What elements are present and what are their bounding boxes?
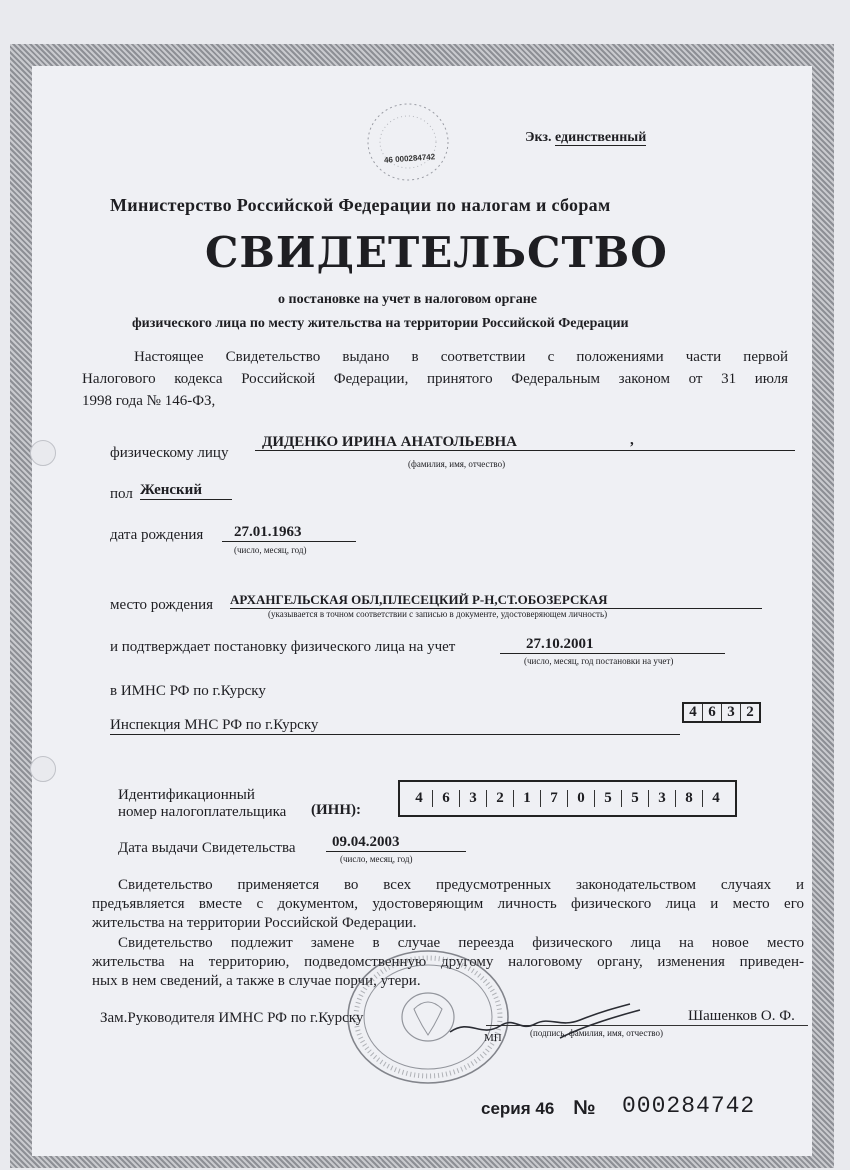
- birth-place-label: место рождения: [110, 597, 214, 613]
- birth-date-label: дата рождения: [110, 527, 204, 543]
- person-label: физическому лицу: [110, 445, 229, 461]
- inn-digit: 1: [514, 790, 541, 807]
- person-name: ДИДЕНКО ИРИНА АНАТОЛЬЕВНА: [262, 434, 517, 450]
- person-comma: ,: [630, 432, 634, 448]
- inn-digit: 4: [712, 790, 720, 806]
- seal-place-mark: МП: [484, 1032, 502, 1044]
- subtitle-1: о постановке на учет в налоговом органе: [278, 292, 538, 307]
- replacement-paragraph: Свидетельство подлежит замене в случае переезда физического лица на новое место жительства на территорию, подведомственную другому налоговому органу, изменения приведен- ных в нем сведений, а также в случае порчи, утери.: [92, 935, 804, 989]
- code-digit: 4: [684, 704, 703, 721]
- signer-name: Шашенков О. Ф.: [688, 1008, 795, 1024]
- code-digit: 2: [746, 704, 754, 720]
- issue-date-value: 09.04.2003: [326, 834, 466, 852]
- inn-digit: 3: [460, 790, 487, 807]
- code-digit: 3: [722, 704, 741, 721]
- signer-position: Зам.Руководителя ИМНС РФ по г.Курску: [100, 1010, 364, 1026]
- person-hint: (фамилия, имя, отчество): [408, 459, 506, 469]
- inn-digit: 5: [622, 790, 649, 807]
- inn-digit: 3: [649, 790, 676, 807]
- inn-box: [398, 780, 737, 817]
- inspection-code: [682, 702, 761, 723]
- issue-date-label: Дата выдачи Свидетельства: [118, 840, 296, 856]
- series-number: 000284742: [622, 1093, 756, 1119]
- signature-icon: [440, 998, 660, 1048]
- inn-label-1: Идентификационный: [118, 787, 255, 803]
- ministry-heading: Министерство Российской Федерации по налогам и сборам: [110, 195, 611, 215]
- sex-value: Женский: [140, 482, 232, 500]
- sex-label: пол: [110, 486, 133, 502]
- registration-hint: (число, месяц, год постановки на учет): [524, 656, 674, 666]
- usage-paragraph: Свидетельство применяется во всех предусмотренных законодательством случаях и предъявляется вместе с документом, удостоверяющим личность физического лица и место его жительства на территории Российской Федерации.: [92, 877, 804, 931]
- birth-place-value: АРХАНГЕЛЬСКАЯ ОБЛ,ПЛЕСЕЦКИЙ Р-Н,СТ.ОБОЗЕРСКАЯ: [230, 592, 762, 609]
- top-stamp-icon: [360, 98, 460, 188]
- inn-digit: 8: [676, 790, 703, 807]
- inspection-name: Инспекция МНС РФ по г.Курску: [110, 717, 680, 735]
- birth-place-hint: (указывается в точном соответствии с записью в документе, удостоверяющем личность): [268, 609, 608, 619]
- birth-date-value: 27.01.1963: [222, 524, 356, 542]
- copy-note: Экз. единственный: [525, 130, 647, 145]
- issue-date-hint: (число, месяц, год): [340, 854, 413, 864]
- imns-line: в ИМНС РФ по г.Курску: [110, 683, 266, 699]
- inn-label-3: (ИНН):: [311, 802, 361, 818]
- birth-date-hint: (число, месяц, год): [234, 545, 307, 555]
- inn-digit: 6: [433, 790, 460, 807]
- subtitle-2: физического лица по месту жительства на территории Российской Федерации: [132, 316, 629, 331]
- registration-label: и подтверждает постановку физического лица на учет: [110, 639, 456, 655]
- inn-digit: 2: [487, 790, 514, 807]
- stamp-number: 46 000284742: [383, 152, 436, 165]
- signature-hint: (подпись, фамилия, имя, отчество): [530, 1028, 663, 1038]
- inn-digit: 5: [595, 790, 622, 807]
- document-title: СВИДЕТЕЛЬСТВО: [205, 228, 668, 277]
- inn-digit: 4: [406, 790, 433, 807]
- punch-hole: [30, 440, 56, 466]
- intro-paragraph: Настоящее Свидетельство выдано в соответствии с положениями части первой Налогового кодекса Российской Федерации, принятого Федеральным законом от 31 июля 1998 года № 146-ФЗ,: [82, 349, 788, 409]
- inn-digit: 0: [568, 790, 595, 807]
- code-digit: 6: [703, 704, 722, 721]
- punch-hole: [30, 756, 56, 782]
- inn-digit: 7: [541, 790, 568, 807]
- registration-date: 27.10.2001: [500, 636, 725, 654]
- inn-label-2: номер налогоплательщика: [118, 804, 287, 820]
- series-block: серия 46 №: [481, 1097, 596, 1119]
